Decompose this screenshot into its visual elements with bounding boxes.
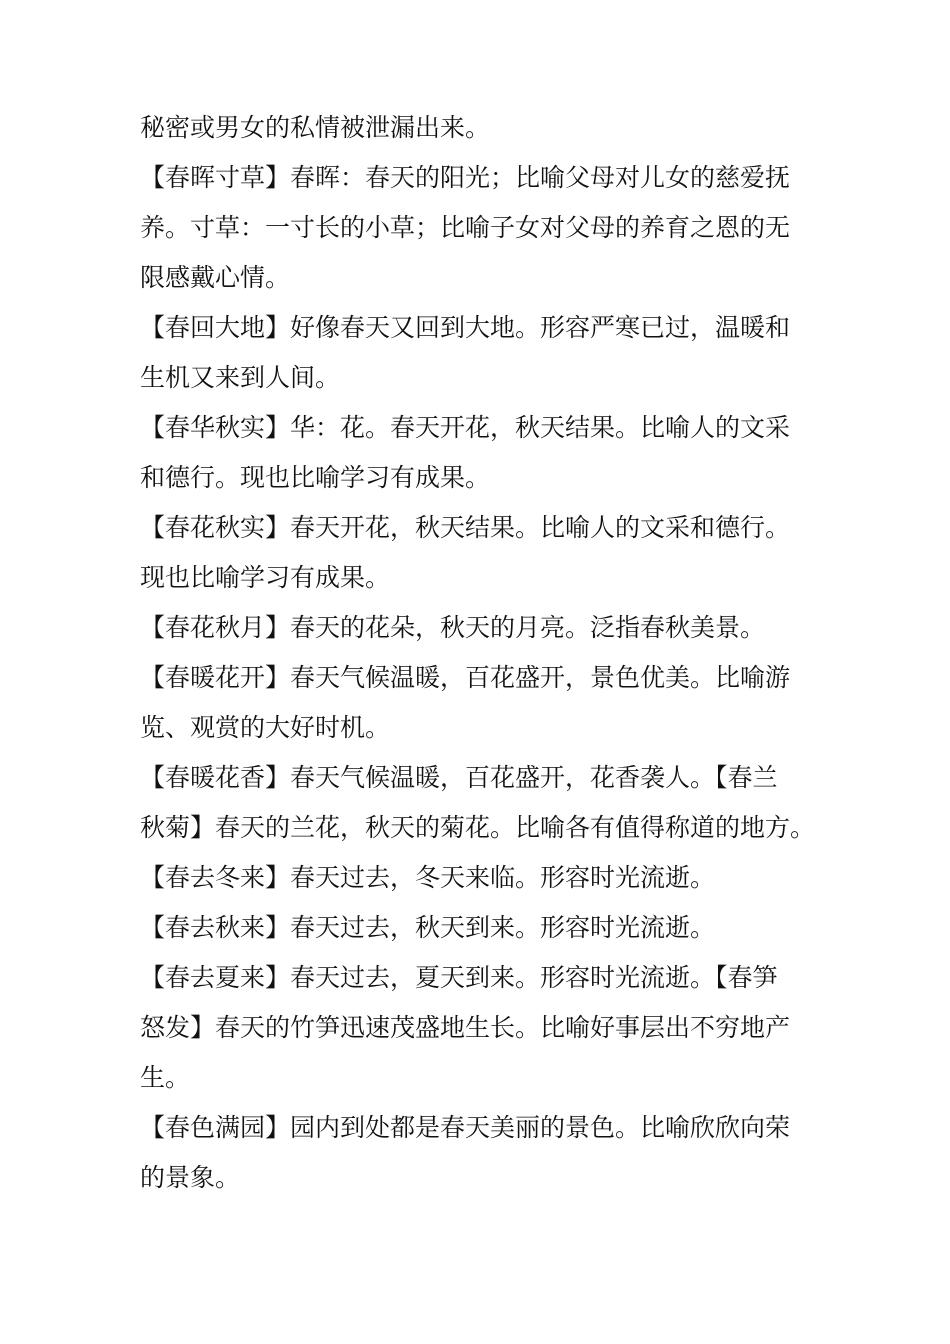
text-line: 【春回大地】好像春天又回到大地。形容严寒已过，温暖和 [140,313,791,342]
text-line: 【春暖花香】春天气候温暖，百花盛开，花香袭人。【春兰 [140,763,778,792]
text-line: 怒发】春天的竹笋迅速茂盛地生长。比喻好事层出不穷地产 [140,1013,791,1042]
text-line: 秋菊】春天的兰花，秋天的菊花。比喻各有值得称道的地方。 [140,813,816,842]
text-line: 【春去冬来】春天过去，冬天来临。形容时光流逝。 [140,863,716,892]
text-line: 【春花秋月】春天的花朵，秋天的月亮。泛指春秋美景。 [140,613,766,642]
text-line: 【春色满园】园内到处都是春天美丽的景色。比喻欣欣向荣 [140,1113,791,1142]
text-line: 秘密或男女的私情被泄漏出来。 [140,113,491,142]
text-line: 【春花秋实】春天开花，秋天结果。比喻人的文采和德行。 [140,513,791,542]
text-line: 【春暖花开】春天气候温暖，百花盛开，景色优美。比喻游 [140,663,791,692]
text-line: 限感戴心情。 [140,263,291,292]
text-line: 生。 [140,1063,191,1092]
text-line: 【春华秋实】华：花。春天开花，秋天结果。比喻人的文采 [140,413,791,442]
text-line: 【春去夏来】春天过去，夏天到来。形容时光流逝。【春笋 [140,963,778,992]
text-line: 养。寸草：一寸长的小草；比喻子女对父母的养育之恩的无 [140,213,791,242]
document-body [140,110,820,1196]
text-line: 【春晖寸草】春晖：春天的阳光；比喻父母对儿女的慈爱抚 [140,163,791,192]
text-line: 览、观赏的大好时机。 [140,713,391,742]
text-line: 和德行。现也比喻学习有成果。 [140,463,491,492]
text-line: 现也比喻学习有成果。 [140,563,391,592]
text-line: 【春去秋来】春天过去，秋天到来。形容时光流逝。 [140,913,716,942]
text-line: 的景象。 [140,1163,241,1192]
text-line: 生机又来到人间。 [140,363,341,392]
